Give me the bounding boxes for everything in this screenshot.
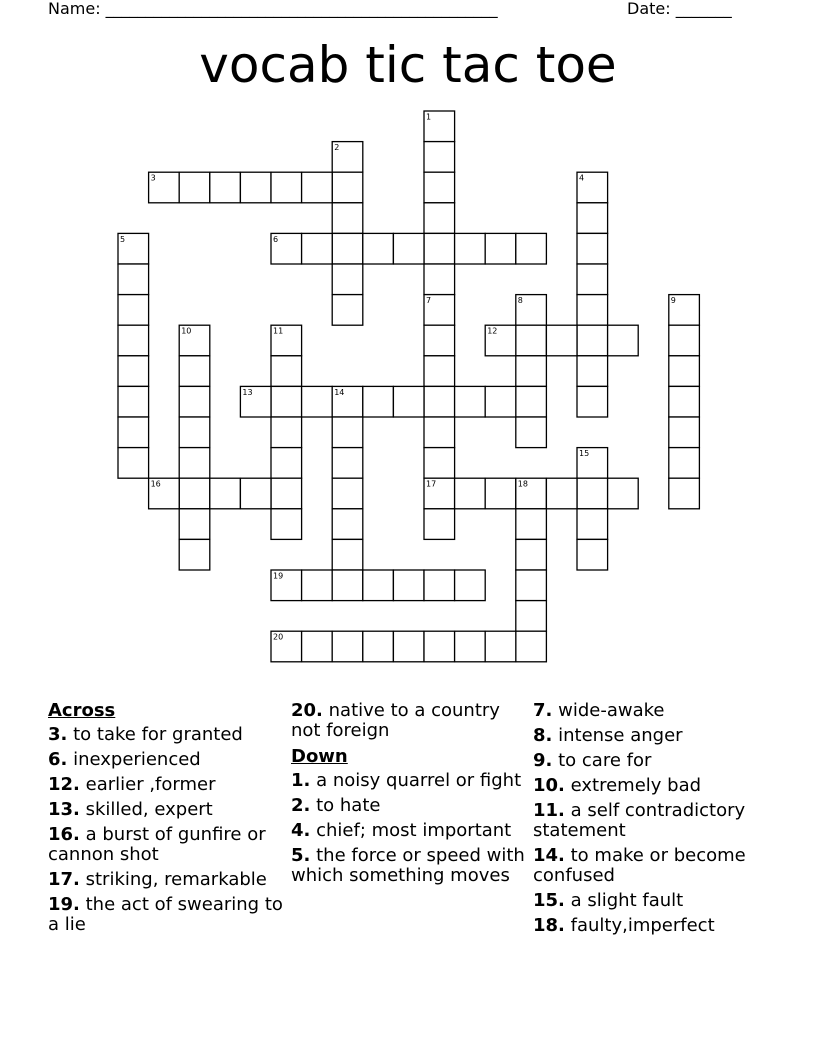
grid-cell[interactable] bbox=[669, 478, 700, 509]
grid-cell[interactable] bbox=[363, 386, 394, 417]
grid-cell[interactable] bbox=[302, 631, 333, 662]
clue-number-label: 11 bbox=[273, 326, 284, 336]
grid-cell[interactable] bbox=[485, 386, 516, 417]
grid-cell[interactable] bbox=[455, 386, 486, 417]
clue-across-12: 12. earlier ,former bbox=[48, 774, 216, 795]
grid-cell[interactable] bbox=[332, 203, 363, 234]
grid-cell[interactable] bbox=[516, 417, 547, 448]
grid-cell[interactable] bbox=[546, 325, 577, 356]
grid-cell[interactable] bbox=[516, 509, 547, 540]
clue-number-label: 18 bbox=[517, 479, 528, 489]
grid-cell[interactable] bbox=[577, 203, 608, 234]
grid-cell[interactable] bbox=[240, 478, 271, 509]
clue-down-14: 14. to make or become confused bbox=[533, 845, 746, 886]
clue-across-20: 20. native to a country not foreign bbox=[291, 700, 500, 741]
grid-cell[interactable] bbox=[424, 417, 455, 448]
grid-cell[interactable] bbox=[485, 233, 516, 264]
clue-column-1 bbox=[48, 701, 284, 940]
grid-cell[interactable] bbox=[424, 631, 455, 662]
grid-cell[interactable] bbox=[516, 539, 547, 570]
grid-cell[interactable] bbox=[118, 325, 149, 356]
grid-cell[interactable] bbox=[271, 417, 302, 448]
grid-cell[interactable] bbox=[271, 386, 302, 417]
grid-cell[interactable] bbox=[516, 631, 547, 662]
across-heading: Across bbox=[48, 700, 116, 721]
clue-down-10: 10. extremely bad bbox=[533, 775, 702, 796]
clue-number-label: 20 bbox=[273, 632, 284, 642]
clue-number-label: 6 bbox=[273, 234, 279, 244]
grid-cell[interactable] bbox=[332, 295, 363, 326]
clue-down-2: 2. to hate bbox=[291, 795, 381, 816]
clue-down-1: 1. a noisy quarrel or fight bbox=[291, 770, 522, 791]
clue-number-label: 12 bbox=[487, 326, 498, 336]
clue-number-label: 19 bbox=[273, 571, 284, 581]
grid-cell[interactable] bbox=[332, 417, 363, 448]
grid-cell[interactable] bbox=[271, 478, 302, 509]
grid-cell[interactable] bbox=[424, 172, 455, 203]
grid-cell[interactable] bbox=[669, 448, 700, 479]
page-title: vocab tic tac toe bbox=[199, 36, 617, 94]
grid-cell[interactable] bbox=[332, 570, 363, 601]
grid-cell[interactable] bbox=[332, 264, 363, 295]
grid-cell[interactable] bbox=[577, 539, 608, 570]
clue-number-label: 4 bbox=[579, 173, 585, 183]
clue-column-3 bbox=[533, 701, 769, 941]
clue-down-15: 15. a slight fault bbox=[533, 890, 684, 911]
grid-cell[interactable] bbox=[424, 142, 455, 173]
grid-cell[interactable] bbox=[332, 509, 363, 540]
clue-number-label: 13 bbox=[242, 387, 253, 397]
grid-cell[interactable] bbox=[271, 509, 302, 540]
grid-cell[interactable] bbox=[332, 233, 363, 264]
grid-cell[interactable] bbox=[424, 203, 455, 234]
clue-number-label: 5 bbox=[120, 234, 126, 244]
clue-down-5: 5. the force or speed with which something moves bbox=[291, 845, 525, 886]
grid-cell[interactable] bbox=[577, 386, 608, 417]
clue-number-label: 1 bbox=[426, 112, 432, 122]
name-field-label: Name: _________________________________________________ bbox=[48, 0, 498, 18]
grid-cell[interactable] bbox=[302, 233, 333, 264]
clue-across-3: 3. to take for granted bbox=[48, 724, 243, 745]
clue-number-label: 3 bbox=[150, 173, 156, 183]
grid-cell[interactable] bbox=[577, 264, 608, 295]
grid-cell[interactable] bbox=[669, 356, 700, 387]
clue-across-19: 19. the act of swearing to a lie bbox=[48, 894, 283, 935]
grid-cell[interactable] bbox=[577, 295, 608, 326]
grid-cell[interactable] bbox=[179, 448, 210, 479]
clue-down-7: 7. wide-awake bbox=[533, 700, 665, 721]
clue-number-label: 8 bbox=[517, 296, 523, 306]
grid-cell[interactable] bbox=[332, 539, 363, 570]
grid-cell[interactable] bbox=[118, 448, 149, 479]
grid-cell[interactable] bbox=[179, 417, 210, 448]
grid-cell[interactable] bbox=[669, 325, 700, 356]
clue-number-label: 17 bbox=[426, 479, 437, 489]
grid-cell[interactable] bbox=[332, 478, 363, 509]
grid-cell[interactable] bbox=[546, 478, 577, 509]
grid-cell[interactable] bbox=[485, 478, 516, 509]
grid-cell[interactable] bbox=[393, 386, 424, 417]
grid-cell[interactable] bbox=[455, 233, 486, 264]
grid-cell[interactable] bbox=[455, 570, 486, 601]
grid-cell[interactable] bbox=[118, 264, 149, 295]
grid-cell[interactable] bbox=[179, 478, 210, 509]
grid-cell[interactable] bbox=[577, 356, 608, 387]
grid-cell[interactable] bbox=[271, 448, 302, 479]
grid-cell[interactable] bbox=[363, 233, 394, 264]
clue-down-18: 18. faulty,imperfect bbox=[533, 915, 715, 936]
grid-cell[interactable] bbox=[118, 356, 149, 387]
grid-cell[interactable] bbox=[516, 325, 547, 356]
grid-cell[interactable] bbox=[455, 631, 486, 662]
clue-number-label: 10 bbox=[181, 326, 192, 336]
grid-cell[interactable] bbox=[577, 478, 608, 509]
grid-cell[interactable] bbox=[210, 478, 241, 509]
clue-number-label: 16 bbox=[150, 479, 161, 489]
grid-cell[interactable] bbox=[424, 570, 455, 601]
grid-cell[interactable] bbox=[424, 448, 455, 479]
grid-cell[interactable] bbox=[332, 172, 363, 203]
clue-number-label: 15 bbox=[579, 449, 590, 459]
grid-cell[interactable] bbox=[393, 631, 424, 662]
grid-cell[interactable] bbox=[669, 417, 700, 448]
grid-cell[interactable] bbox=[516, 386, 547, 417]
grid-cell[interactable] bbox=[179, 509, 210, 540]
grid-cell[interactable] bbox=[118, 417, 149, 448]
grid-cell[interactable] bbox=[302, 386, 333, 417]
grid-cell[interactable] bbox=[516, 601, 547, 632]
grid-cell[interactable] bbox=[608, 325, 639, 356]
grid-cell[interactable] bbox=[302, 172, 333, 203]
grid-cell[interactable] bbox=[577, 233, 608, 264]
grid-cell[interactable] bbox=[577, 509, 608, 540]
grid-cell[interactable] bbox=[516, 356, 547, 387]
clue-number-label: 9 bbox=[670, 296, 676, 306]
clue-column-2 bbox=[291, 701, 527, 891]
grid-cell[interactable] bbox=[240, 172, 271, 203]
date-field-label: Date: _______ bbox=[627, 0, 732, 18]
clue-down-11: 11. a self contradictory statement bbox=[533, 800, 746, 841]
grid-cell[interactable] bbox=[271, 356, 302, 387]
grid-cell[interactable] bbox=[424, 325, 455, 356]
grid-cell[interactable] bbox=[332, 448, 363, 479]
grid-cell[interactable] bbox=[179, 539, 210, 570]
clue-across-6: 6. inexperienced bbox=[48, 749, 201, 770]
grid-cell[interactable] bbox=[363, 631, 394, 662]
grid-cell[interactable] bbox=[424, 233, 455, 264]
grid-cell[interactable] bbox=[455, 478, 486, 509]
grid-cell[interactable] bbox=[424, 264, 455, 295]
grid-cell[interactable] bbox=[332, 631, 363, 662]
grid-cell[interactable] bbox=[363, 570, 394, 601]
grid-cell[interactable] bbox=[179, 356, 210, 387]
grid-cell[interactable] bbox=[302, 570, 333, 601]
grid-cell[interactable] bbox=[271, 172, 302, 203]
clue-number-label: 2 bbox=[334, 143, 340, 153]
grid-cell[interactable] bbox=[516, 233, 547, 264]
grid-cell[interactable] bbox=[118, 295, 149, 326]
down-heading: Down bbox=[291, 746, 348, 767]
grid-cell[interactable] bbox=[608, 478, 639, 509]
grid-cell[interactable] bbox=[210, 172, 241, 203]
grid-cell[interactable] bbox=[393, 233, 424, 264]
grid-cell[interactable] bbox=[516, 570, 547, 601]
grid-cell[interactable] bbox=[179, 172, 210, 203]
grid-cell[interactable] bbox=[669, 386, 700, 417]
grid-cell[interactable] bbox=[485, 631, 516, 662]
clue-across-16: 16. a burst of gunfire or cannon shot bbox=[48, 824, 266, 865]
clue-across-13: 13. skilled, expert bbox=[48, 799, 213, 820]
grid-cell[interactable] bbox=[393, 570, 424, 601]
clue-down-9: 9. to care for bbox=[533, 750, 652, 771]
clue-across-17: 17. striking, remarkable bbox=[48, 869, 267, 890]
grid-cell[interactable] bbox=[118, 386, 149, 417]
grid-cell[interactable] bbox=[179, 386, 210, 417]
clue-number-label: 7 bbox=[426, 296, 432, 306]
clue-number-label: 14 bbox=[334, 387, 345, 397]
clue-down-8: 8. intense anger bbox=[533, 725, 683, 746]
grid-cell[interactable] bbox=[424, 356, 455, 387]
clue-down-4: 4. chief; most important bbox=[291, 820, 512, 841]
grid-cell[interactable] bbox=[424, 386, 455, 417]
grid-cell[interactable] bbox=[424, 509, 455, 540]
grid-cell[interactable] bbox=[577, 325, 608, 356]
